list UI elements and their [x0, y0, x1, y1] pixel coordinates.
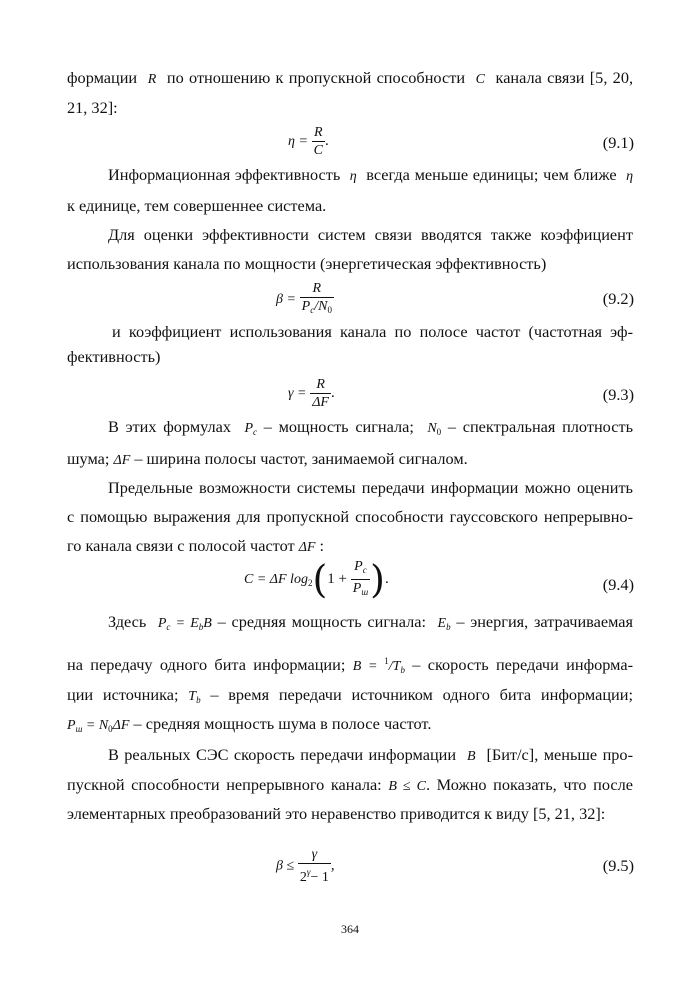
p7-line-1: Здесь $P_c = E_bB$ – средняя мощность сигнала: $E_b$ – энергия, затрачиваемая — [108, 612, 633, 632]
symbol-C: C — [475, 72, 485, 87]
p8-line-1: В реальных СЭС скорость передачи информации B [Бит/с], меньше про- — [108, 745, 633, 764]
p6-line-1: Предельные возможности системы передачи информации можно оценить — [108, 478, 633, 497]
equation-number-9-4: (9.4) — [602, 575, 634, 594]
equation-9-3: γ = $\frac{R}{\Delta F}$ . — [288, 377, 335, 410]
p1-line-2: 21, 32]: — [67, 98, 118, 117]
page-number: 364 — [341, 922, 359, 936]
p7-line-4: $P_ш = N_0\Delta F$ – средняя мощность шума в полосе частот. — [67, 714, 432, 734]
p3-line-2: использования канала по мощности (энергетическая эффективность) — [67, 254, 547, 273]
p2-line-2: к единице, тем совершеннее система. — [67, 196, 327, 215]
p7-line-2: на передачу одного бита информации; $B = ^1/T_b$ – скорость передачи информа- — [67, 655, 633, 675]
equation-number-9-1: (9.1) — [602, 133, 634, 152]
equation-9-2: β = $\frac{R}{P_c/N_0}$ — [276, 281, 332, 315]
symbol-R: R — [147, 72, 157, 87]
p1-line-1: формации R по отношению к пропускной способности C канала связи [5, 20, — [67, 68, 634, 87]
p2-line-1: Информационная эффективность η всегда меньше единицы; чем ближе η — [108, 165, 634, 184]
equation-number-9-2: (9.2) — [602, 289, 634, 308]
p6-line-2: с помощью выражения для пропускной способности гауссовского непрерывно- — [67, 507, 633, 526]
equation-number-9-5: (9.5) — [602, 856, 634, 875]
equation-9-4: C = ΔF $\log_2(1$ + $\frac{P_c}{P_ш}$ ). — [244, 557, 389, 602]
equation-9-5: β ≤ $\frac{\gamma}{2^\gamma- 1}$ , — [276, 847, 335, 885]
p3-line-1: Для оценки эффективности систем связи вводятся также коэффициент — [108, 225, 633, 244]
equation-number-9-3: (9.3) — [602, 385, 634, 404]
p4-line-2: фективность) — [67, 347, 161, 366]
p4-line-1: и коэффициент использования канала по полосе частот (частотная эф- — [112, 322, 633, 341]
p7-line-3: ции источника; $T_b$ – время передачи источником одного бита информации; — [67, 685, 633, 705]
equation-9-1: η = $\frac{R}{C}$ . — [288, 125, 329, 158]
p5-line-1: В этих формулах $P_c$ – мощность сигнала; $N_0$ – спектральная плотность — [108, 417, 634, 437]
p5-line-2: шума; ΔF – ширина полосы частот, занимаемой сигналом. — [67, 449, 468, 468]
p6-line-3: го канала связи с полосой частот ΔF : — [67, 536, 325, 555]
p8-line-3: элементарных преобразований это неравенство приводится к виду [5, 21, 32]: — [67, 804, 606, 823]
p8-line-2: пускной способности непрерывного канала: B ≤ C. Можно показать, что после — [67, 775, 634, 794]
